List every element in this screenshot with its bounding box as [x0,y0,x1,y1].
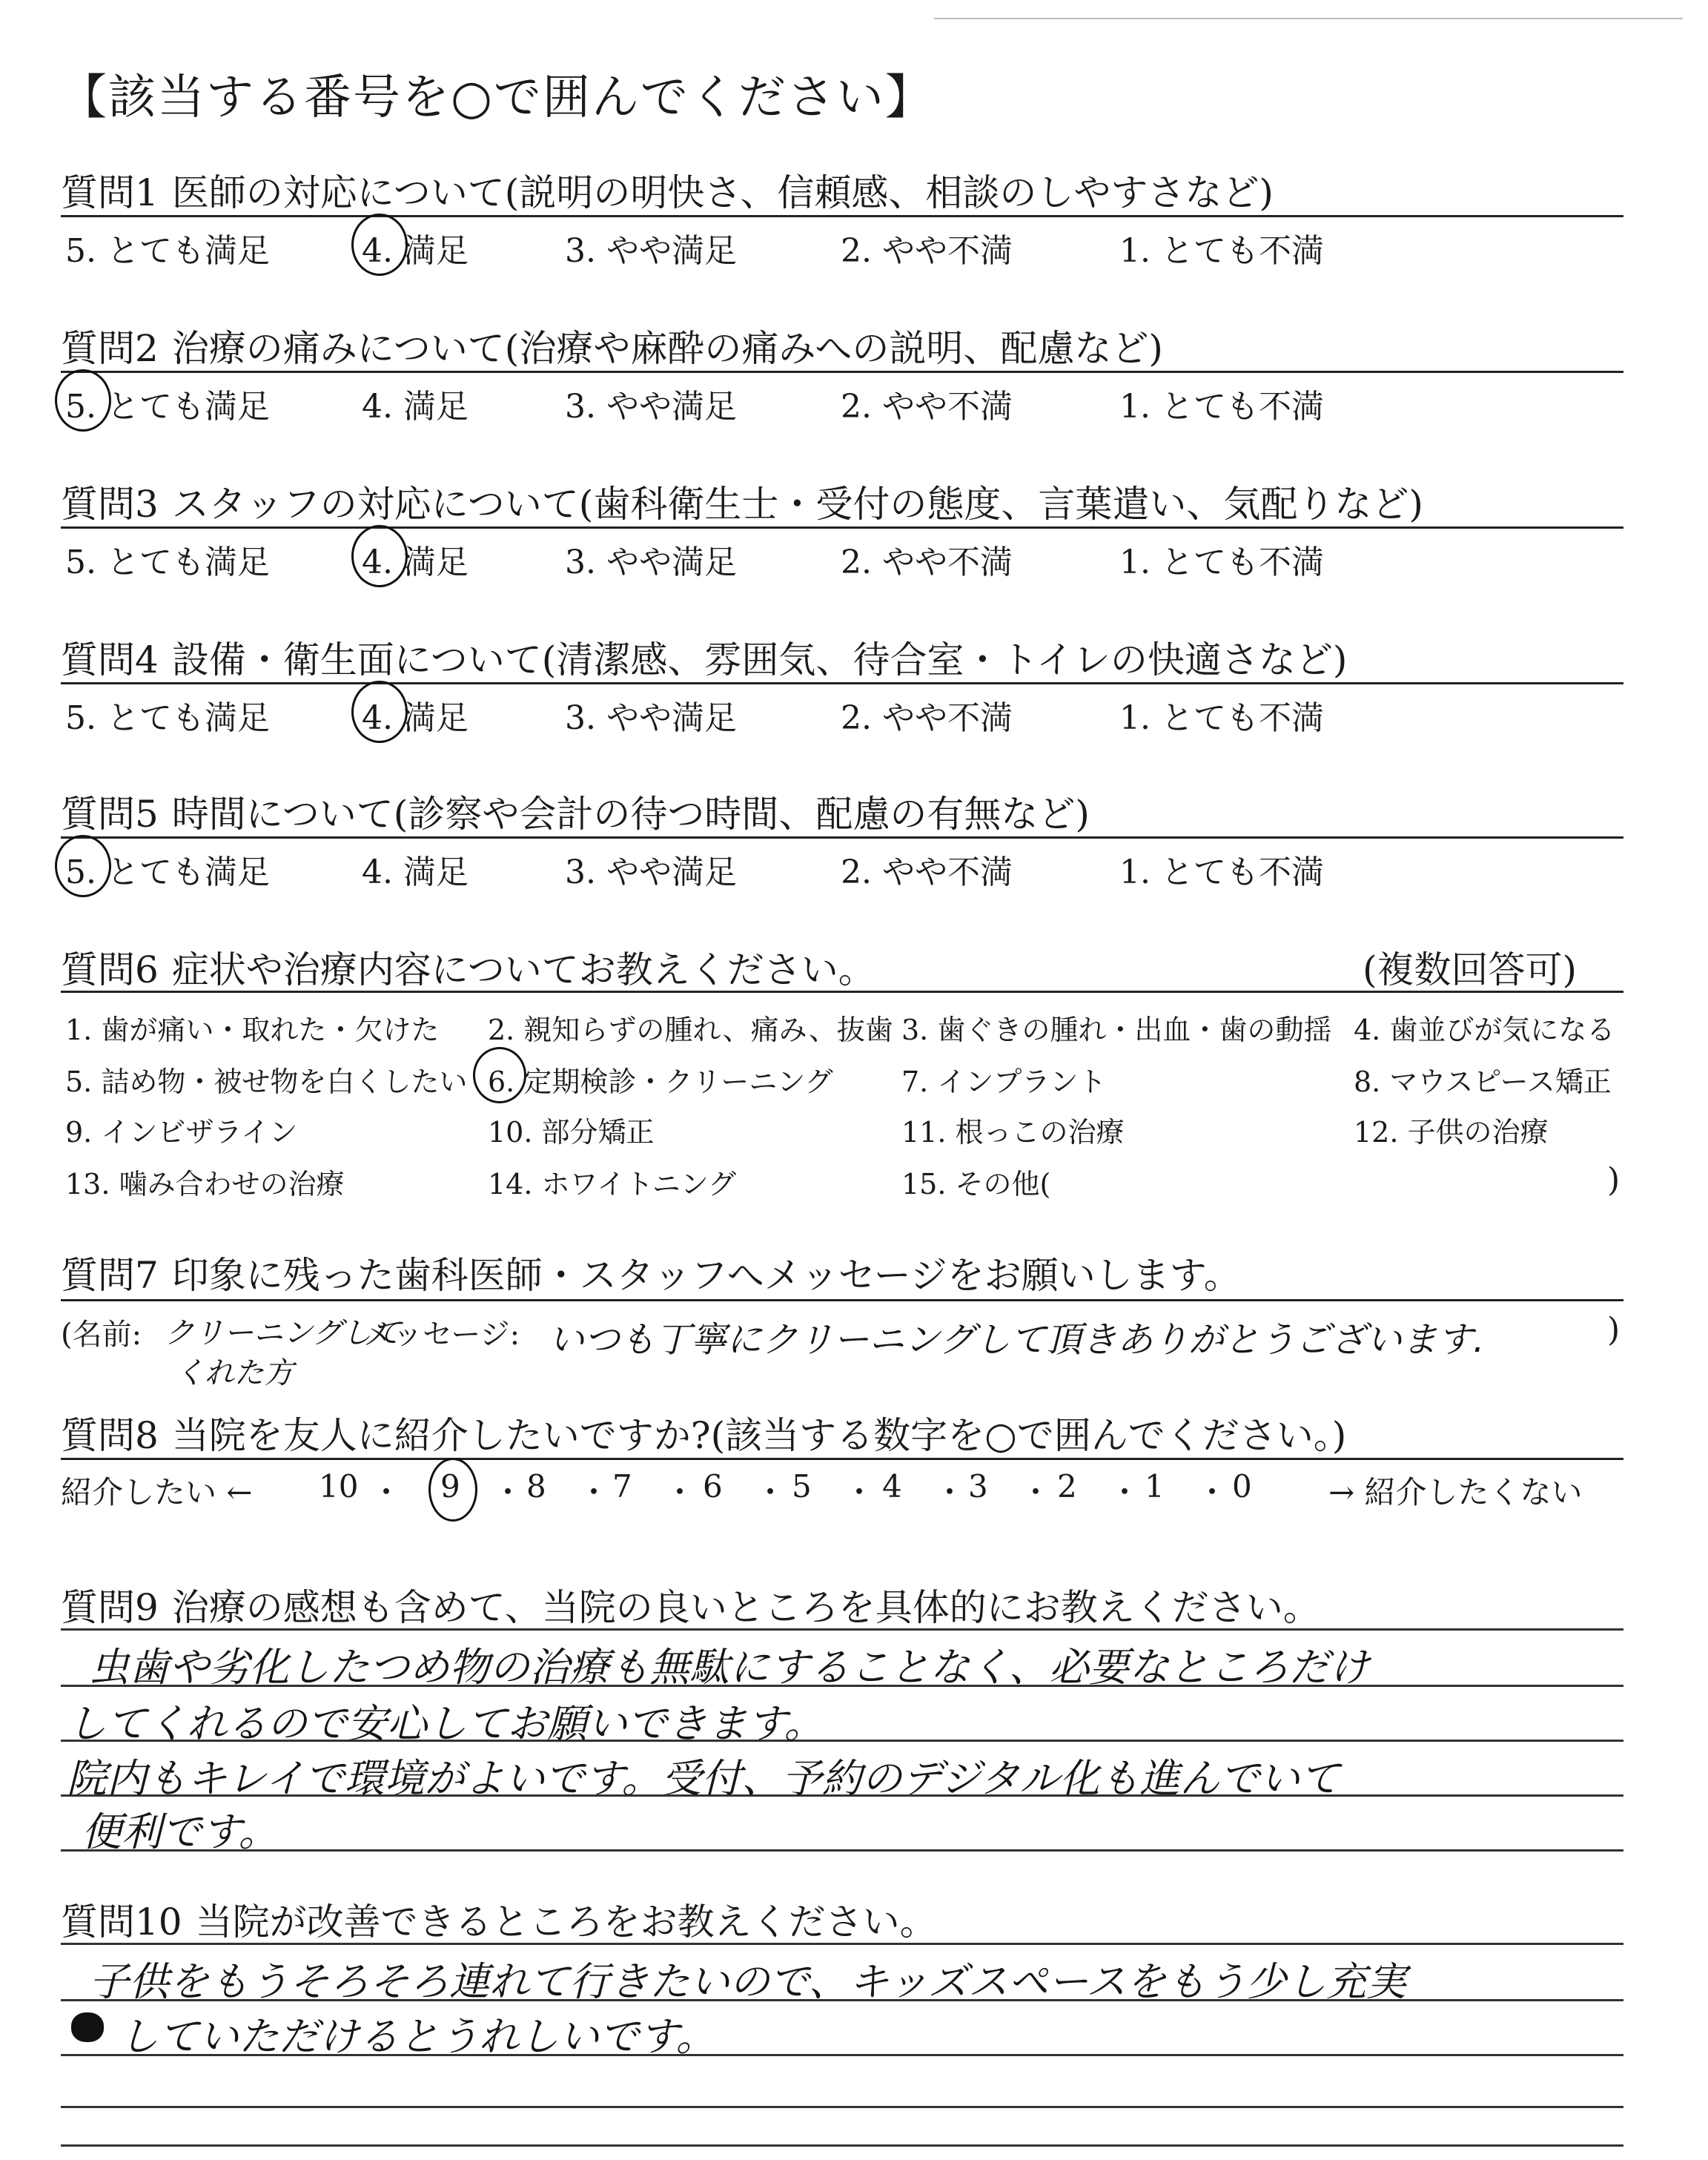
q6-option-4[interactable]: 4. 歯並びが気になる [1354,1014,1615,1046]
q8-right-label: → 紹介したくない [1328,1474,1583,1510]
q5-option-4[interactable]: 4. 満足 [362,853,469,891]
q6-option-2[interactable]: 2. 親知らずの腫れ、痛み、抜歯 [488,1014,893,1046]
q7-label: 質問7 [61,1254,159,1297]
q8-dot-0: ・ [371,1474,403,1510]
scribble-mark [71,2012,104,2042]
q10-answer-1: 子供をもうそろそろ連れて行きたいので、キッズスペースをもう少し充実 [89,1958,1407,2005]
q7-heading [61,1246,1241,1299]
q2-option-4[interactable]: 4. 満足 [362,388,469,426]
q4-rule [61,682,1623,684]
q1-heading [61,163,1274,217]
q7-name-value-1: クリーニングして [165,1316,402,1350]
q1-option-2[interactable]: 2. やや不満 [841,232,1013,270]
scan-edge-line [934,18,1683,19]
q2-label: 質問2 [61,327,159,370]
q8-text: 当院を友人に紹介したいですか?(該当する数字を○で囲んでください。) [171,1414,1347,1457]
q1-text: 医師の対応について(説明の明快さ、信頼感、相談のしやすさなど) [171,171,1274,214]
q5-option-5[interactable]: 5. とても満足 [65,853,270,891]
q8-scale-6[interactable]: 6 [703,1468,723,1505]
q6-rule [61,991,1623,993]
q10-line-3 [61,2106,1623,2108]
q7-rule [61,1299,1623,1301]
q8-label: 質問8 [61,1414,159,1457]
q5-rule [61,836,1623,839]
form-title: 【該当する番号を○で囲んでください】 [59,70,934,125]
q8-rule [61,1458,1623,1460]
q6-option-8[interactable]: 8. マウスピース矯正 [1354,1066,1612,1098]
q6-option-6[interactable]: 6. 定期検診・クリーニング [488,1066,833,1098]
q3-option-1[interactable]: 1. とても不満 [1119,544,1324,581]
q4-selected-circle [351,681,408,743]
q1-label: 質問1 [61,171,159,214]
q3-heading [61,475,1423,528]
q3-selected-circle [351,525,408,587]
q2-option-2[interactable]: 2. やや不満 [841,388,1013,426]
q6-option-10[interactable]: 10. 部分矯正 [488,1116,655,1149]
q8-scale-9[interactable]: 9 [440,1468,460,1505]
q8-selected-circle [428,1458,477,1522]
q8-scale [61,1468,1632,1513]
q4-label: 質問4 [61,638,159,681]
q2-selected-circle [55,369,111,432]
q5-option-1[interactable]: 1. とても不満 [1119,853,1324,891]
q2-text: 治療の痛みについて(治療や麻酔の痛みへの説明、配慮など) [171,327,1163,370]
q1-option-3[interactable]: 3. やや満足 [565,232,737,270]
q9-text: 治療の感想も含めて、当院の良いところを具体的にお教えください。 [171,1586,1320,1629]
q8-heading [61,1406,1346,1459]
q8-scale-8[interactable]: 8 [526,1468,546,1505]
q6-option-9[interactable]: 9. インビザライン [65,1116,298,1149]
q5-options [65,845,1622,890]
q10-label: 質問10 [61,1900,182,1943]
q4-option-4[interactable]: 4. 満足 [362,699,469,737]
q2-rule [61,371,1623,373]
q7-close-paren: ) [1607,1311,1621,1349]
q8-scale-0[interactable]: 0 [1232,1468,1252,1505]
q8-scale-3[interactable]: 3 [968,1468,988,1505]
q3-rule [61,526,1623,529]
q4-option-1[interactable]: 1. とても不満 [1119,699,1324,737]
q7-name-label: (名前: [61,1318,142,1352]
q8-dot-4: ・ [755,1474,787,1510]
q3-options [65,535,1622,580]
q2-options [65,380,1622,424]
q6-option-7[interactable]: 7. インプラント [901,1066,1107,1098]
q9-answer-4: 便利です。 [82,1809,279,1855]
q6-option-14[interactable]: 14. ホワイトニング [488,1168,737,1200]
q9-answer-1: 虫歯や劣化したつめ物の治療も無駄にすることなく、必要なところだけ [89,1644,1369,1691]
q8-scale-7[interactable]: 7 [612,1468,632,1505]
q8-dot-7: ・ [1020,1474,1052,1510]
q6-selected-circle [473,1047,526,1103]
q2-option-1[interactable]: 1. とても不満 [1119,388,1324,426]
q8-dot-5: ・ [844,1474,875,1510]
q6-text: 症状や治療内容についてお教えください。 [171,948,875,991]
q4-heading [61,630,1347,684]
q7-text: 印象に残った歯科医師・スタッフへメッセージをお願いします。 [171,1254,1241,1297]
q8-scale-4[interactable]: 4 [882,1468,902,1505]
q9-answer-3: 院内もキレイで環境がよいです。受付、予約のデジタル化も進んでいて [67,1755,1340,1802]
q6-heading [61,940,875,994]
q10-line-0 [61,1943,1623,1945]
q1-rule [61,215,1623,217]
q6-close-paren: ) [1607,1161,1621,1199]
q2-option-3[interactable]: 3. やや満足 [565,388,737,426]
q2-heading [61,319,1163,372]
q6-note: (複数回答可) [1363,948,1578,991]
q1-option-5[interactable]: 5. とても満足 [65,232,270,270]
q10-line-4 [61,2144,1623,2147]
q9-answer-2: してくれるので安心してお願いできます。 [67,1700,824,1747]
q2-option-5[interactable]: 5. とても満足 [65,388,270,426]
q1-options [65,224,1622,268]
q1-option-1[interactable]: 1. とても不満 [1119,232,1324,270]
q1-selected-circle [351,214,408,276]
q10-heading [61,1892,937,1946]
q6-option-12[interactable]: 12. 子供の治療 [1354,1116,1549,1149]
q8-scale-2[interactable]: 2 [1057,1468,1077,1505]
q6-option-1[interactable]: 1. 歯が痛い・取れた・欠けた [65,1014,440,1046]
q6-option-5[interactable]: 5. 詰め物・被せ物を白くしたい [65,1066,468,1098]
q9-label: 質問9 [61,1586,159,1629]
q3-option-2[interactable]: 2. やや不満 [841,544,1013,581]
q6-label: 質問6 [61,948,159,991]
q10-answer-2: していただけるとうれしいです。 [119,2013,716,2060]
q8-scale-5[interactable]: 5 [792,1468,812,1505]
q4-options [65,691,1622,736]
q5-heading [61,785,1090,838]
q8-scale-10[interactable]: 10 [319,1468,359,1505]
q8-dot-3: ・ [664,1474,696,1510]
q4-text: 設備・衛生面について(清潔感、雰囲気、待合室・トイレの快適さなど) [171,638,1348,681]
q6-option-15[interactable]: 15. その他( [901,1168,1051,1200]
q5-text: 時間について(診察や会計の待つ時間、配慮の有無など) [171,793,1090,836]
q8-dot-9: ・ [1196,1474,1228,1510]
q7-message-value: いつも丁寧にクリーニングして頂きありがとうございます. [549,1319,1485,1361]
q6-option-3[interactable]: 3. 歯ぐきの腫れ・出血・歯の動揺 [901,1014,1332,1046]
q5-option-2[interactable]: 2. やや不満 [841,853,1013,891]
q7-message-label: メッセージ: [363,1318,520,1352]
q7-name-value-2: くれた方 [175,1356,294,1390]
q9-line-0 [61,1628,1623,1631]
q6-option-13[interactable]: 13. 噛み合わせの治療 [65,1168,345,1200]
q3-label: 質問3 [61,483,159,526]
q3-option-4[interactable]: 4. 満足 [362,544,469,581]
q5-selected-circle [55,835,111,897]
q1-option-4[interactable]: 4. 満足 [362,232,469,270]
q8-dot-6: ・ [934,1474,966,1510]
q9-heading [61,1578,1320,1631]
q6-option-11[interactable]: 11. 根っこの治療 [901,1116,1125,1149]
q4-option-3[interactable]: 3. やや満足 [565,699,737,737]
q10-text: 当院が改善できるところをお教えください。 [195,1900,937,1943]
q5-label: 質問5 [61,793,159,836]
q4-option-2[interactable]: 2. やや不満 [841,699,1013,737]
q8-scale-1[interactable]: 1 [1145,1468,1165,1505]
q8-left-label: 紹介したい ← [61,1474,253,1510]
q8-dot-8: ・ [1109,1474,1141,1510]
q8-dot-2: ・ [578,1474,610,1510]
q3-option-5[interactable]: 5. とても満足 [65,544,270,581]
q9-line-4 [61,1849,1623,1852]
q3-text: スタッフの対応について(歯科衛生士・受付の態度、言葉遣い、気配りなど) [171,483,1423,526]
q3-option-3[interactable]: 3. やや満足 [565,544,737,581]
q8-dot-1: ・ [492,1474,524,1510]
q5-option-3[interactable]: 3. やや満足 [565,853,737,891]
q4-option-5[interactable]: 5. とても満足 [65,699,270,737]
